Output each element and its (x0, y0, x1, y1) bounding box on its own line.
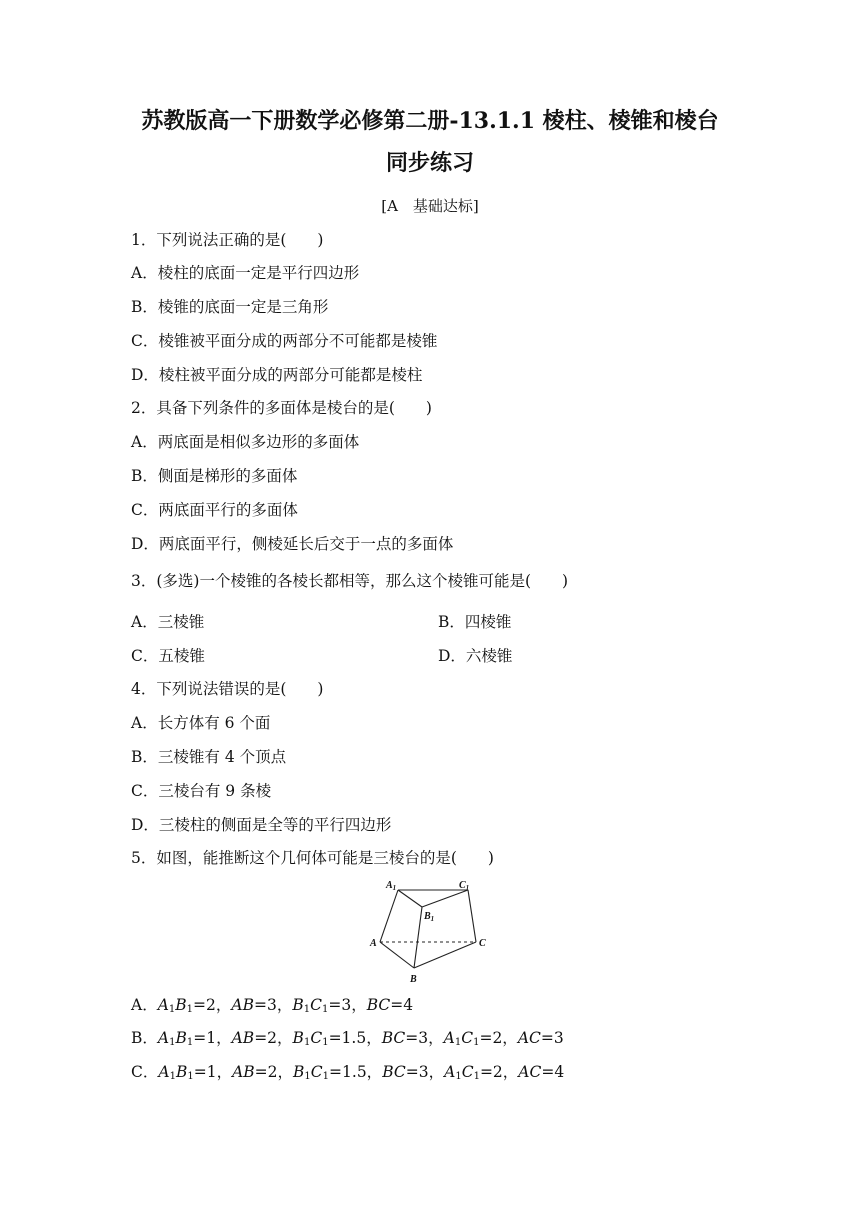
edge-a1b1 (398, 890, 422, 907)
frustum-figure (368, 876, 498, 988)
question-1-stem: 1．下列说法正确的是( ) (131, 231, 324, 249)
question-4-option-d: D．三棱柱的侧面是全等的平行四边形 (131, 816, 392, 834)
label-a1: $A_1$ (386, 880, 397, 892)
question-2-option-d: D．两底面平行，侧棱延长后交于一点的多面体 (131, 535, 454, 553)
question-2-option-c: C．两底面平行的多面体 (131, 501, 298, 519)
label-b: B (410, 974, 417, 985)
question-1-option-a: A．棱柱的底面一定是平行四边形 (131, 264, 360, 282)
question-2-option-b: B．侧面是梯形的多面体 (131, 467, 298, 485)
document-title-line2: 同步练习 (385, 150, 474, 176)
question-2-option-a: A．两底面是相似多边形的多面体 (131, 433, 360, 451)
question-3-option-a: A．三棱锥 (131, 613, 205, 631)
edge-ab (380, 942, 414, 968)
question-5-option-b: B．$A_1B_1=1$，AB=2，$B_1C_1=1.5$，BC=3，$A_1C_1=2$，AC=3 (131, 1029, 564, 1048)
question-1-option-c: C．棱锥被平面分成的两部分不可能都是棱锥 (131, 332, 438, 350)
edge-aa1 (380, 890, 398, 942)
question-1-option-d: D．棱柱被平面分成的两部分可能都是棱柱 (131, 366, 423, 384)
question-2-stem: 2．具备下列条件的多面体是棱台的是( ) (131, 399, 432, 417)
question-4-option-b: B．三棱锥有 4 个顶点 (131, 748, 287, 766)
document-title-line1: 苏教版高一下册数学必修第二册-13.1.1 棱柱、棱锥和棱台 (141, 108, 719, 134)
question-4-stem: 4．下列说法错误的是( ) (131, 680, 324, 698)
question-5-option-a: A．$A_1B_1=2$，AB=3，$B_1C_1=3$，BC=4 (131, 996, 414, 1015)
question-5-option-c: C．$A_1B_1=1$，AB=2，$B_1C_1=1.5$，BC=3，$A_1C_1=2$，AC=4 (131, 1063, 565, 1082)
edge-b1c1 (422, 890, 468, 907)
question-3-stem: 3．(多选)一个棱锥的各棱长都相等，那么这个棱锥可能是( ) (131, 572, 569, 590)
question-3-option-c: C．五棱锥 (131, 647, 205, 665)
label-a: A (370, 938, 377, 949)
edge-bc (414, 942, 476, 968)
question-1-option-b: B．棱锥的底面一定是三角形 (131, 298, 329, 316)
question-3-option-d: D．六棱锥 (438, 647, 513, 665)
question-4-option-c: C．三棱台有 9 条棱 (131, 782, 272, 800)
question-5-stem: 5．如图，能推断这个几何体可能是三棱台的是( ) (131, 849, 494, 867)
question-4-option-a: A．长方体有 6 个面 (131, 714, 271, 732)
label-c: C (479, 938, 486, 949)
edge-cc1 (468, 890, 476, 942)
label-b1: $B_1$ (424, 911, 435, 923)
section-heading: [A 基础达标] (381, 197, 479, 215)
edge-bb1 (414, 907, 422, 968)
label-c1: $C_1$ (459, 880, 470, 892)
question-3-option-b: B．四棱锥 (438, 613, 512, 631)
